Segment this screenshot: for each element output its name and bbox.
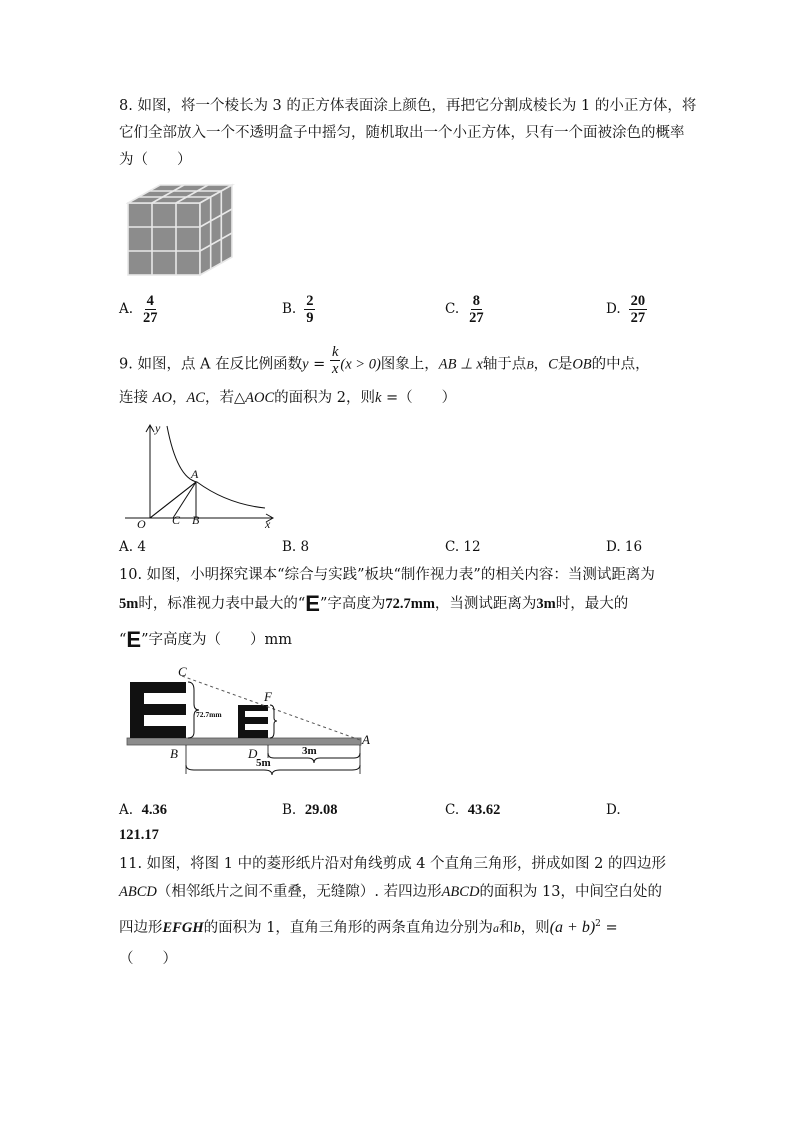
q10-option-d[interactable]: D. <box>606 802 621 818</box>
q11-line-1: 11. 如图，将图 1 中的菱形纸片沿对角线剪成 4 个直角三角形，拼成如图 2 的四边形 <box>119 856 666 872</box>
q10-label-height: 72.7mm <box>196 710 222 719</box>
q10-label-b: B <box>170 746 178 761</box>
q10-label-3m: 3m <box>302 745 317 757</box>
q8-line-3: 为（ ） <box>119 152 192 168</box>
q10-eye-chart-figure <box>124 662 376 784</box>
q9-line-1: 9. 如图，点 A 在反比例函数y = $\frac{k}{x}$ (x > 0)图象上，AB ⊥ x轴于点B，C是OB的中点， <box>119 344 650 377</box>
q9-option-d[interactable]: D. 16 <box>606 539 643 555</box>
q8-option-c[interactable]: C. $\frac{8}{27}$ <box>445 293 484 326</box>
q10-option-d-value: 121.17 <box>119 827 159 843</box>
q10-label-d: D <box>248 746 258 761</box>
q8-option-b[interactable]: B. $\frac{2}{9}$ <box>282 293 314 326</box>
q9-graph-o-label: O <box>137 517 146 531</box>
q10-line-2: 5m时，标准视力表中最大的“E”字高度为72.7mm，当测试距离为3m时，最大的 <box>119 591 629 616</box>
q8-line-1: 8. 如图，将一个棱长为 3 的正方体表面涂上颜色，再把它分割成棱长为 1 的小正方体，将 <box>119 98 697 114</box>
q9-graph-x-label: x <box>265 517 271 531</box>
q8-option-a[interactable]: A. $\frac{4}{27}$ <box>119 293 158 326</box>
q9-line-2: 连接 AO，AC，若△AOC的面积为 2，则k =（ ） <box>119 390 457 406</box>
q10-option-a[interactable]: A. 4.36 <box>119 802 168 818</box>
q10-label-5m: 5m <box>256 757 271 769</box>
q9-option-b[interactable]: B. 8 <box>282 539 310 555</box>
q9-graph-b-label: B <box>192 513 200 527</box>
q11-line-3: 四边形EFGH的面积为 1，直角三角形的两条直角边分别为a和b，则$(a + b)^2$ = <box>119 918 618 936</box>
q10-line-3: “E”字高度为（ ）mm <box>119 627 293 652</box>
q10-line-1: 10. 如图，小明探究课本“综合与实践”板块“制作视力表”的相关内容：当测试距离为 <box>119 567 655 583</box>
q9-option-c[interactable]: C. 12 <box>445 539 481 555</box>
q9-graph <box>115 420 285 532</box>
q8-cube-figure <box>126 183 236 278</box>
q10-option-b[interactable]: B. 29.08 <box>282 802 338 818</box>
q10-label-c: C <box>178 664 187 679</box>
q10-label-a: A <box>362 732 370 747</box>
q9-graph-c-label: C <box>172 513 181 527</box>
q9-graph-y-label: y <box>155 421 161 435</box>
q9-option-a[interactable]: A. 4 <box>119 539 146 555</box>
q10-label-f: F <box>264 689 272 704</box>
q8-option-d[interactable]: D. $\frac{20}{27}$ <box>606 293 646 326</box>
q9-graph-a-label: A <box>191 467 199 481</box>
q10-option-c[interactable]: C. 43.62 <box>445 802 501 818</box>
q11-line-2: ABCD（相邻纸片之间不重叠，无缝隙）. 若四边形ABCD的面积为 13，中间空白处的 <box>119 884 662 900</box>
q11-line-4: （ ） <box>119 951 177 967</box>
q8-line-2: 它们全部放入一个不透明盒子中摇匀，随机取出一个小正方体，只有一个面被涂色的概率 <box>119 125 685 141</box>
